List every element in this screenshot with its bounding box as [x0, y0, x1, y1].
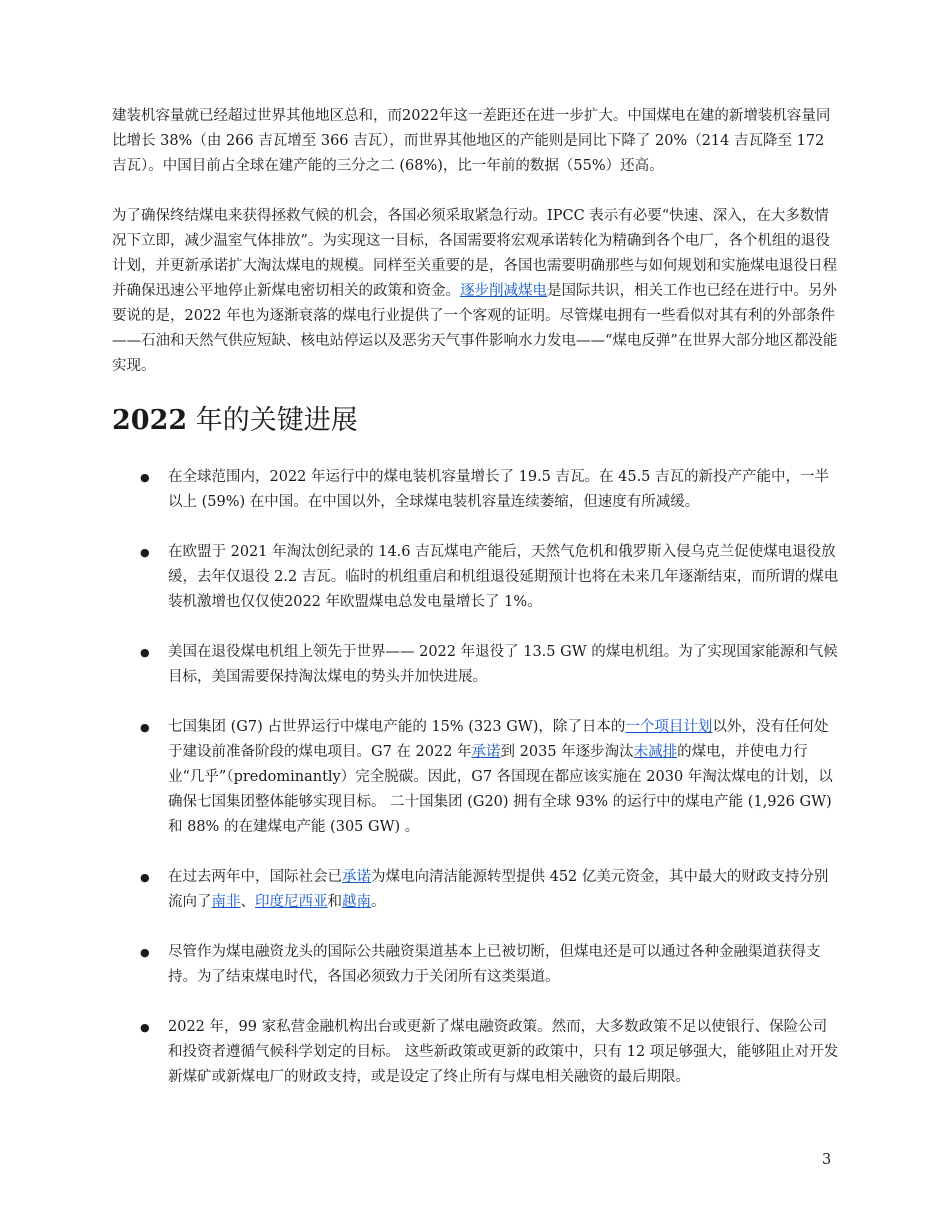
text-run: 在全球范围内，2022 年运行中的煤电装机容量增长了 19.5 吉瓦。在 45.5 吉瓦的新投产产能中，一半以上 (59%) 在中国。在中国以外，全球煤电装机容量连续萎缩，但速度有所减缓。 — [168, 469, 830, 510]
text-run: 在欧盟于 2021 年淘汰创纪录的 14.6 吉瓦煤电产能后，天然气危机和俄罗斯入侵乌克兰促使煤电退役放缓，去年仅退役 2.2 吉瓦。临时的机组重启和机组退役延期预计也将在未来几年逐渐结束，而所谓的煤电装机激增也仅仅使2022 年欧盟煤电总发电量增长了 1%。 — [168, 544, 839, 610]
text-run: 的煤电，并使电力行业“几乎”（predominantly）完全脱碳。因此，G7 各国现在都应该实施在 2030 年淘汰煤电的计划，以确保七国集团整体能够实现目标。 二十国集团 (G20) 拥有全球 93% 的运行中的煤电产能 (1,926 GW) 和 88% 的在建煤电产能 (305 GW) 。 — [168, 744, 833, 835]
text-run: 在过去两年中，国际社会已 — [168, 869, 342, 885]
section-heading — [112, 401, 840, 441]
inline-link[interactable]: 印度尼西亚 — [255, 894, 328, 910]
list-item — [112, 640, 840, 690]
heading-year: 2022 — [112, 405, 188, 436]
inline-link[interactable]: 一个项目计划 — [625, 719, 713, 735]
action-paragraph — [112, 204, 840, 379]
page-number: 3 — [822, 1152, 832, 1168]
inline-link[interactable]: 承诺 — [471, 744, 501, 760]
inline-link[interactable]: 承诺 — [342, 869, 371, 885]
text-run: 七国集团 (G7) 占世界运行中煤电产能的 15% (323 GW)，除了日本的 — [168, 719, 626, 735]
text-run: 是国际共识，相关工作也已经在进行中。另外要说的是，2022 年也为逐渐衰落的煤电行业提供了一个客观的证明。尽管煤电拥有一些看似对其有利的外部条件——石油和天然气供应短缺、核电站停运以及恶劣天气事件影响水力发电——“煤电反弹”在世界大部分地区都没能实现。 — [112, 283, 838, 374]
text-run: 和 — [327, 894, 342, 910]
inline-link[interactable]: 越南 — [342, 894, 371, 910]
intro-paragraph — [112, 104, 840, 179]
text-run: 建装机容量就已经超过世界其他地区总和，而2022年这一差距还在进一步扩大。中国煤电在建的新增装机容量同比增长 38%（由 266 吉瓦增至 366 吉瓦），而世界其他地区的产能则是同比下降了 20%（214 吉瓦降至 172 吉瓦）。中国目前占全球在建产能的三分之二 (68%)，比一年前的数据（55%）还高。 — [112, 108, 831, 174]
text-run: 为了确保终结煤电来获得拯救气候的机会，各国必须采取紧急行动。IPCC 表示有必要“快速、深入，在大多数情况下立即，减少温室气体排放”。为实现这一目标，各国需要将宏观承诺转化为精确到各个电厂，各个机组的退役计划，并更新承诺扩大淘汰煤电的规模。同样至关重要的是，各国也需要明确那些与如何规划和实施煤电退役日程并确保迅速公平地停止新煤电密切相关的政策和资金。 — [112, 208, 837, 299]
text-run: 到 2035 年逐步淘汰 — [500, 744, 634, 760]
inline-link[interactable]: 逐步削减煤电 — [460, 283, 547, 299]
text-run: 美国在退役煤电机组上领先于世界—— 2022 年退役了 13.5 GW 的煤电机组。为了实现国家能源和气候目标，美国需要保持淘汰煤电的势头并加快进展。 — [168, 644, 838, 685]
text-run: 、 — [240, 894, 255, 910]
text-run: 2022 年，99 家私营金融机构出台或更新了煤电融资政策。然而，大多数政策不足以使银行、保险公司和投资者遵循气候科学划定的目标。 这些新政策或更新的政策中，只有 12 项足够强大，能够阻止对开发新煤矿或新煤电厂的财政支持，或是设定了终止所有与煤电相关融资的最后期限。 — [168, 1019, 839, 1085]
key-developments-list — [112, 465, 840, 1090]
text-run: 尽管作为煤电融资龙头的国际公共融资渠道基本上已被切断，但煤电还是可以通过各种金融渠道获得支持。为了结束煤电时代，各国必须致力于关闭所有这类渠道。 — [168, 944, 821, 985]
text-run: 。 — [371, 894, 386, 910]
text-run: 以外，没有任何处于建设前准备阶段的煤电项目。G7 在 2022 年 — [168, 719, 829, 760]
list-item — [112, 1015, 840, 1090]
list-item — [112, 540, 840, 615]
list-item — [112, 465, 840, 515]
text-run: 为煤电向清洁能源转型提供 452 亿美元资金，其中最大的财政支持分别流向了 — [168, 869, 829, 910]
list-item — [112, 715, 840, 840]
heading-text: 年的关键进展 — [187, 405, 358, 436]
list-item — [112, 940, 840, 990]
inline-link[interactable]: 未减排 — [633, 744, 678, 760]
list-item — [112, 865, 840, 915]
document-page — [112, 104, 840, 1115]
inline-link[interactable]: 南非 — [211, 894, 241, 910]
